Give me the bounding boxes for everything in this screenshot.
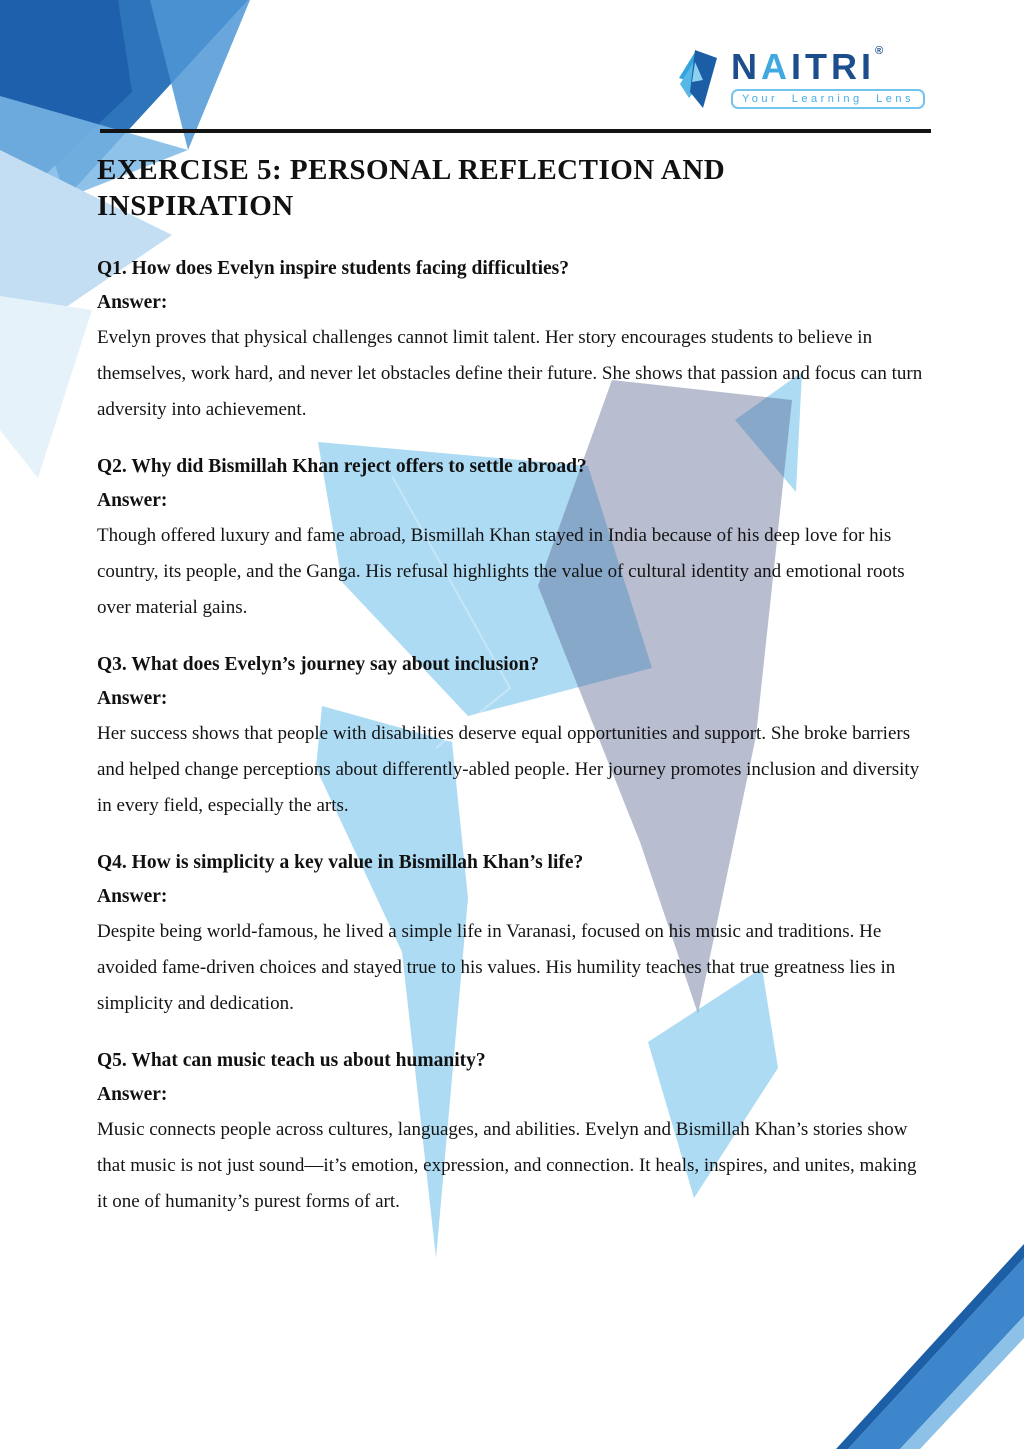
question-4: Q4. How is simplicity a key value in Bismillah Khan’s life? bbox=[97, 852, 584, 873]
answer-label: Answer: bbox=[97, 886, 168, 907]
qa-section-3 bbox=[97, 648, 930, 824]
naitri-logo-icon bbox=[677, 48, 723, 110]
brand-letters: ITRI bbox=[790, 46, 875, 87]
document-content bbox=[97, 152, 930, 1242]
answer-2-text: Though offered luxury and fame abroad, Bismillah Khan stayed in India because of his deep love for his country, its people, and the Ganga. His refusal highlights the value of cultural identity and emotional roots over material gains. bbox=[97, 525, 905, 618]
header-divider-line bbox=[100, 129, 931, 133]
brand-letter: A bbox=[760, 46, 791, 87]
logo-text-column bbox=[730, 45, 925, 109]
question-2: Q2. Why did Bismillah Khan reject offers to settle abroad? bbox=[97, 456, 587, 477]
answer-4-text: Despite being world-famous, he lived a simple life in Varanasi, focused on his music and traditions. He avoided fame-driven choices and stayed true to his values. His humility teaches that true greatness lies in simplicity and dedication. bbox=[97, 921, 896, 1014]
answer-1-text: Evelyn proves that physical challenges cannot limit talent. Her story encourages students to believe in themselves, work hard, and never let obstacles define their future. She shows that passion and focus can turn adversity into achievement. bbox=[97, 327, 923, 420]
corner-band-bottomright bbox=[836, 1244, 1024, 1449]
question-1: Q1. How does Evelyn inspire students facing difficulties? bbox=[97, 258, 570, 279]
question-3: Q3. What does Evelyn’s journey say about inclusion? bbox=[97, 654, 540, 675]
qa-section-1 bbox=[97, 252, 930, 428]
page-title: EXERCISE 5: PERSONAL REFLECTION AND INSPIRATION bbox=[97, 154, 726, 222]
registered-trademark-symbol: ® bbox=[874, 45, 884, 57]
answer-label: Answer: bbox=[97, 490, 168, 511]
answer-5-text: Music connects people across cultures, languages, and abilities. Evelyn and Bismillah Khan’s stories show that music is not just sound—it’s emotion, expression, and connection. It heals, inspires, and unites, making it one of humanity’s purest forms of art. bbox=[97, 1119, 917, 1212]
question-5: Q5. What can music teach us about humanity? bbox=[97, 1050, 486, 1071]
answer-label: Answer: bbox=[97, 1084, 168, 1105]
brand-wordmark bbox=[730, 45, 884, 87]
qa-section-2 bbox=[97, 450, 930, 626]
brand-letter: N bbox=[730, 46, 761, 87]
answer-3-text: Her success shows that people with disabilities deserve equal opportunities and support. She broke barriers and helped change perceptions about differently-abled people. Her journey promotes inclusion and diversity in every field, especially the arts. bbox=[97, 723, 920, 816]
qa-section-5 bbox=[97, 1044, 930, 1220]
qa-section-4 bbox=[97, 846, 930, 1022]
brand-tagline: Your Learning Lens bbox=[731, 89, 925, 109]
answer-label: Answer: bbox=[97, 688, 168, 709]
naitri-logo bbox=[677, 45, 925, 110]
answer-label: Answer: bbox=[97, 292, 168, 313]
